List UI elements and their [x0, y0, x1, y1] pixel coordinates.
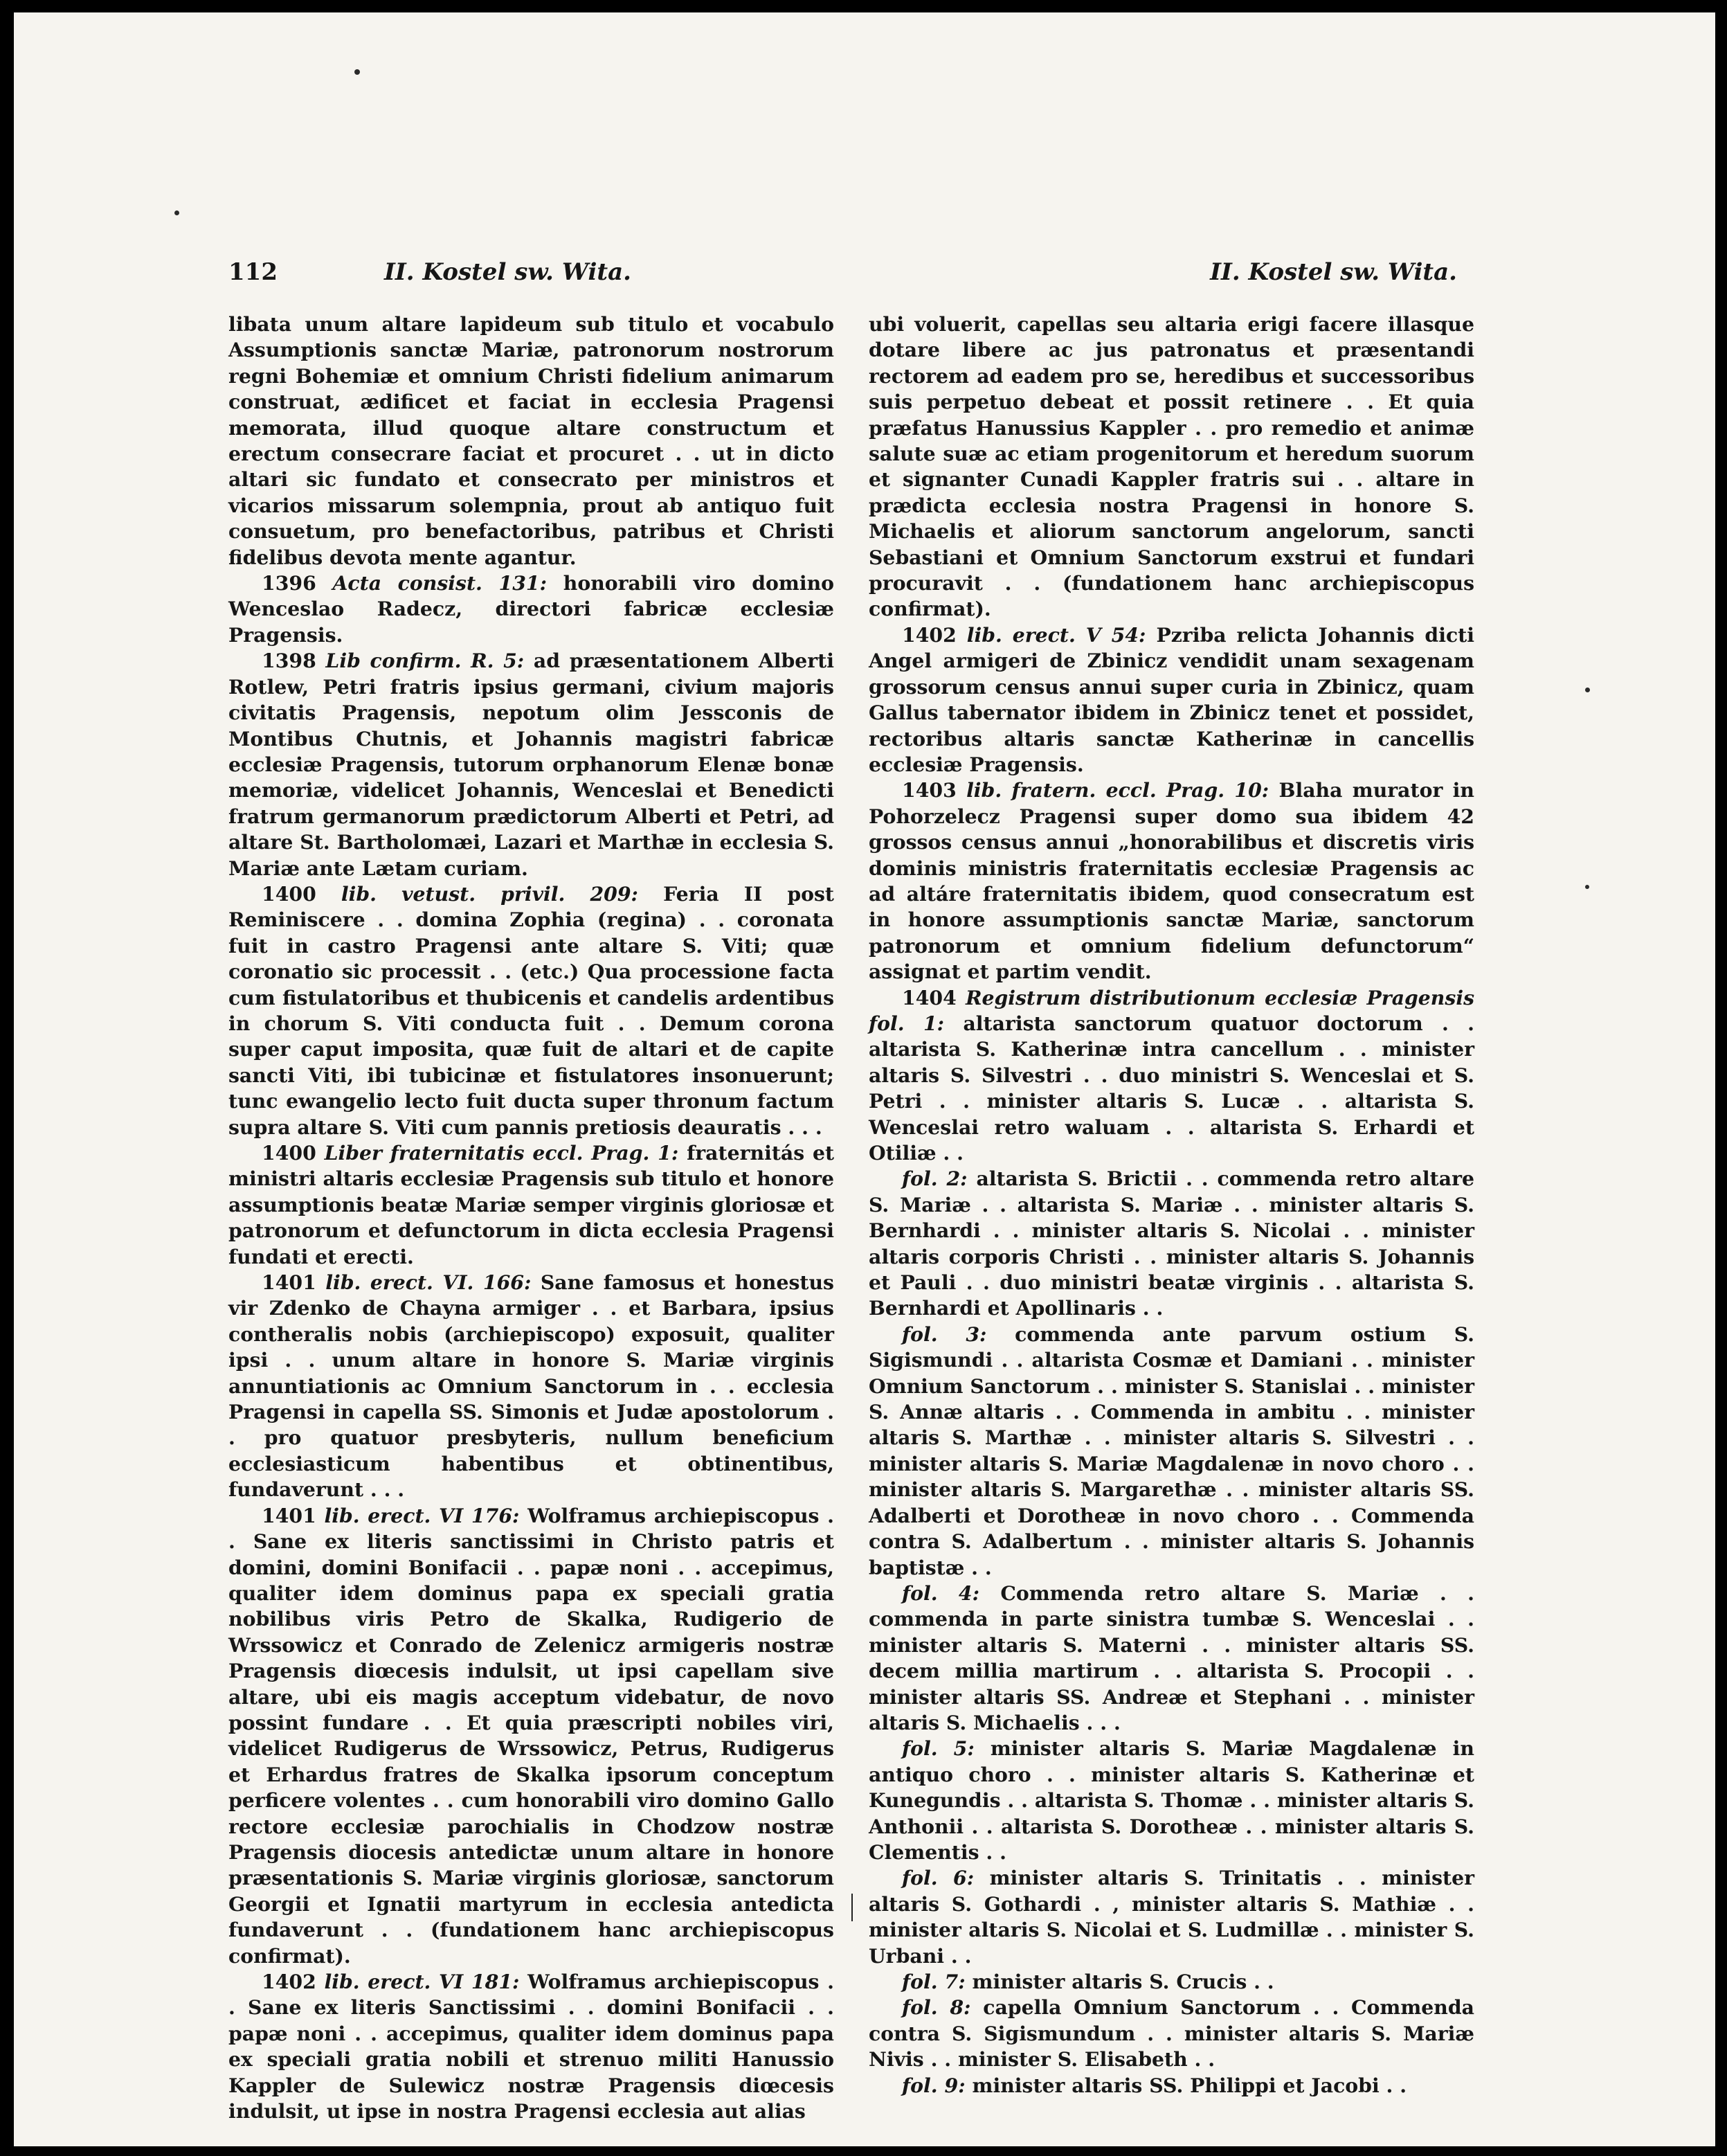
source-reference: lib. erect. VI. 166:: [325, 1270, 532, 1295]
entry-text: ad præsentationem Alberti Rotlew, Petri fratris ipsius germani, civium majoris civitatis Pragensis, nepotum olim Jessconis de Montibus Chutnis, et Johannis magistri fabricæ ecclesiæ Pragensis, tutorum orphanorum Elenæ bonæ memoriæ, videlicet Johannis, Wenceslai et Benedicti fratrum germanorum prædictorum Alberti et Petri, ad altare St. Bartholomæi, Lazari et Marthæ in ecclesia S. Mariæ ante Lætam curiam.: [228, 649, 835, 880]
entry-text: Pzriba relicta Johannis dicti Angel armigeri de Zbinicz vendidit unam sexagenam grossorum census annui super curia in Zbinicz, quam Gallus tabernator ibidem in Zbinicz tenet et possidet, rectoribus altaris sanctæ Katherinæ in cancellis ecclesiæ Pragensis.: [869, 622, 1474, 776]
source-reference: lib. fratern. eccl. Prag. 10:: [966, 778, 1269, 802]
paragraph: ubi voluerit, capellas seu altaria erigi facere illasque dotare libere ac jus patronatus et præsentandi rectorem ad eadem pro se, heredibus et successoribus suis perpetuo debeat et possit retinere . . Et quia præfatus Hanussius Kappler . . pro remedio et animæ salute suæ ac etiam progenitorum et heredum suorum et signanter Cunadi Kappler fratris sui . . altare in prædicta ecclesia nostra Pragensi in honore S. Michaelis et aliorum sanctorum angelorum, sancti Sebastiani et Omnium Sanctorum exstrui et fundari procuravit . . (fundationem hanc archiepiscopus confirmat).: [869, 312, 1474, 621]
page-number: 112: [228, 258, 278, 286]
entry-year: 1401: [262, 1270, 316, 1295]
ink-speck: [1585, 885, 1589, 889]
running-title-right: II. Kostel sw. Wita.: [1210, 258, 1457, 286]
entry-text: altarista sanctorum quatuor doctorum . . altarista S. Katherinæ intra cancellum . . minister altaris S. Silvestri . . duo ministri S. Wenceslai et S. Petri . . minister altaris S. Lucæ . . altarista S. Wenceslai retro waluam . . altarista S. Erhardi et Otiliæ . .: [869, 1011, 1475, 1165]
ink-speck: [174, 210, 179, 215]
folio-reference: fol. 4:: [902, 1581, 980, 1605]
entry-text: altarista S. Brictii . . commenda retro altare S. Mariæ . . altarista S. Mariæ . . minister altaris S. Bernhardi . . minister altaris S. Nicolai . . minister altaris corporis Christi . . minister altaris S. Johannis et Pauli . . duo ministri beatæ virginis . . altarista S. Bernhardi et Apollinaris . .: [869, 1167, 1474, 1320]
running-title-left: II. Kostel sw. Wita.: [384, 258, 631, 286]
folio-2: [869, 1166, 1474, 1321]
paragraph: libata unum altare lapideum sub titulo et vocabulo Assumptionis sanctæ Mariæ, patronorum nostrorum regni Bohemiæ et omnium Christi fidelium animarum construat, ædificet et faciat in ecclesia Pragensi memorata, illud quoque altare constructum et erectum consecrare faciat et procuret . . ut in dicto altari sic fundato et consecrato per ministros et vicarios missarum solempnia, prout ab antiquo fuit consuetum, pro benefactoribus, patribus et Christi fidelibus devota mente agantur.: [228, 312, 834, 569]
entry-1404: [869, 985, 1474, 1167]
entry-year: 1401: [262, 1503, 316, 1527]
entry-year: 1403: [902, 778, 957, 802]
entry-year: 1402: [262, 1970, 316, 1993]
entry-1396: [228, 571, 834, 648]
left-column: [228, 312, 834, 2124]
entry-1403: [869, 778, 1474, 985]
entry-text: Feria II post Reminiscere . . domina Zophia (regina) . . coronata fuit in castro Pragensi ante altare S. Viti; quæ coronatio sic processit . . (etc.) Qua processione facta cum fistulatoribus et thubicenis et candelis ardentibus in chorum S. Viti conducta fuit . . Demum corona super caput imposita, quæ fuit de altari et de capite sancti Viti, ibi tubicinæ et fistulatores insonuerunt; tunc ewangelio lecto fuit ducta super thronum factum supra altare S. Viti cum pannis pretiosis deauratis . . .: [228, 881, 834, 1139]
entry-text: Commenda retro altare S. Mariæ . . commenda in parte sinistra tumbæ S. Wenceslai . . minister altaris S. Materni . . minister altaris SS. decem millia martirum . . altarista S. Procopii . . minister altaris SS. Andreæ et Stephani . . minister altaris S. Michaelis . . .: [869, 1581, 1475, 1734]
folio-reference: fol. 8:: [902, 1995, 971, 2020]
folio-6: [869, 1865, 1474, 1969]
column-divider: [851, 1894, 853, 1921]
entry-1401-a: [228, 1270, 834, 1503]
source-reference: Liber fraternitatis eccl. Prag. 1:: [324, 1141, 679, 1165]
ink-speck: [1585, 688, 1590, 692]
ink-speck: [354, 69, 360, 75]
entry-1398: [228, 648, 834, 881]
folio-reference: fol. 6:: [902, 1866, 975, 1890]
folio-5: [869, 1736, 1474, 1865]
source-reference: Registrum distributionum ecclesiæ Pragensis fol. 1:: [869, 985, 1474, 1035]
entry-text: fraternitás et ministri altaris ecclesiæ Pragensis sub titulo et honore assumptionis beatæ Mariæ semper virginis gloriosæ et patronorum et defunctorum in dicta ecclesia Pragensi fundati et erecti.: [228, 1141, 835, 1268]
entry-1402-b: [869, 622, 1474, 778]
entry-text: minister altaris S. Crucis . .: [972, 1970, 1274, 1993]
entry-text: minister altaris SS. Philippi et Jacobi . .: [972, 2073, 1407, 2097]
entry-text: Blaha murator in Pohorzelecz Pragensi super domo sua ibidem 42 grossos census annui „honorabilibus et discretis viris dominis ministris fraternitatis ecclesiæ Pragensis ac ad altáre fraternitatis ibidem, quod consecratum est in honore assumptionis sanctæ Mariæ, sanctorum patronorum et omnium fidelium defunctorum“ assignat et partim vendit.: [869, 778, 1474, 984]
entry-text: Sane famosus et honestus vir Zdenko de Chayna armiger . . et Barbara, ipsius contheralis nobis (archiepiscopo) exposuit, qualiter ipsi . . unum altare in honore S. Mariæ virginis annuntiationis ac Omnium Sanctorum in . . ecclesia Pragensi in capella SS. Simonis et Judæ apostolorum . . pro quatuor presbyteris, nullum beneficium ecclesiasticum habentibus et obtinentibus, fundaverunt . . .: [228, 1270, 834, 1502]
entry-text: commenda ante parvum ostium S. Sigismundi . . altarista Cosmæ et Damiani . . minister Omnium Sanctorum . . minister S. Stanislai . . minister S. Annæ altaris . . Commenda in ambitu . . minister altaris S. Marthæ . . minister altaris S. Silvestri . . minister altaris S. Mariæ Magdalenæ in novo choro . . minister altaris S. Margarethæ . . minister altaris SS. Adalberti et Dorotheæ in novo choro . . Commenda contra S. Adalbertum . . minister altaris S. Johannis baptistæ . .: [869, 1322, 1474, 1579]
entry-text: Wolframus archiepiscopus . . Sane ex literis Sanctissimi . . domini Bonifacii . . papæ noni . . accepimus, qualiter idem dominus papa ex speciali gratia nobili et strenuo militi Hanussio Kappler de Sulewicz nostræ Pragensis diœcesis indulsit, ut ipse in nostra Pragensi ecclesia aut alias: [228, 1970, 835, 2123]
folio-9: [869, 2073, 1474, 2099]
folio-reference: fol. 3:: [902, 1322, 987, 1346]
source-reference: Lib confirm. R. 5:: [325, 649, 525, 673]
entry-1400-a: [228, 881, 834, 1140]
source-reference: Acta consist. 131:: [332, 571, 548, 595]
entry-text: capella Omnium Sanctorum . . Commenda contra S. Sigismundum . . minister altaris S. Mariæ Nivis . . minister S. Elisabeth . .: [869, 1995, 1474, 2072]
entry-1400-b: [228, 1140, 834, 1270]
folio-3: [869, 1322, 1474, 1581]
entry-year: 1404: [902, 985, 957, 1009]
entry-text: minister altaris S. Mariæ Magdalenæ in antiquo choro . . minister altaris S. Katherinæ et Kunegundis . . altarista S. Thomæ . . minister altaris S. Anthonii . . altarista S. Dorotheæ . . minister altaris S. Clementis . .: [869, 1736, 1474, 1864]
folio-4: [869, 1581, 1474, 1736]
folio-reference: fol. 2:: [902, 1167, 968, 1191]
entry-year: 1396: [262, 571, 316, 595]
folio-8: [869, 1995, 1474, 2072]
entry-year: 1400: [262, 881, 316, 906]
entry-1401-b: [228, 1503, 834, 1969]
text-columns: [228, 312, 1475, 2123]
source-reference: lib. erect. V 54:: [966, 622, 1146, 647]
entry-text: honorabili viro domino Wenceslao Radecz, directori fabricæ ecclesiæ Pragensis.: [228, 571, 835, 647]
entry-year: 1398: [262, 649, 316, 673]
running-header: [228, 256, 1457, 288]
folio-reference: fol. 7:: [902, 1970, 966, 1993]
entry-text: Wolframus archiepiscopus . . Sane ex literis sanctissimi in Christo patris et domini, domini Bonifacii . . papæ noni . . accepimus, qualiter idem dominus papa ex speciali gratia nobilibus viris Petro de Skalka, Rudigerio de Wrssowicz et Conrado de Zelenicz armigeris nostræ Pragensis diœcesis indulsit, ut ipsi capellam sive altare, ubi eis magis acceptum videbatur, de novo possint fundare . . Et quia præscripti nobiles viri, videlicet Rudigerus de Wrssowicz, Petrus, Rudigerus et Erhardus fratres de Skalka ipsorum conceptum perficere volentes . . cum honorabili viro domino Gallo rectore ecclesiæ parochialis in Chodzow nostræ Pragensis diocesis antedictæ unum altare in honore præsentationis S. Mariæ virginis gloriosæ, sanctorum Georgii et Ignatii martyrum in ecclesia antedicta fundaverunt . . (fundationem hanc archiepiscopus confirmat).: [228, 1503, 835, 1968]
entry-year: 1400: [262, 1141, 316, 1165]
source-reference: lib. erect. VI 176:: [324, 1503, 520, 1527]
entry-year: 1402: [902, 622, 957, 647]
entry-1402-a: [228, 1969, 834, 2124]
folio-7: [869, 1969, 1474, 1995]
folio-reference: fol. 9:: [902, 2073, 966, 2097]
folio-reference: fol. 5:: [902, 1736, 975, 1761]
right-column: [869, 312, 1474, 2099]
entry-text: minister altaris S. Trinitatis . . minister altaris S. Gothardi . , minister altaris S. Mathiæ . . minister altaris S. Nicolai et S. Ludmillæ . . minister S. Urbani . .: [869, 1866, 1474, 1968]
source-reference: lib. vetust. privil. 209:: [341, 881, 638, 906]
source-reference: lib. erect. VI 181:: [324, 1970, 520, 1993]
